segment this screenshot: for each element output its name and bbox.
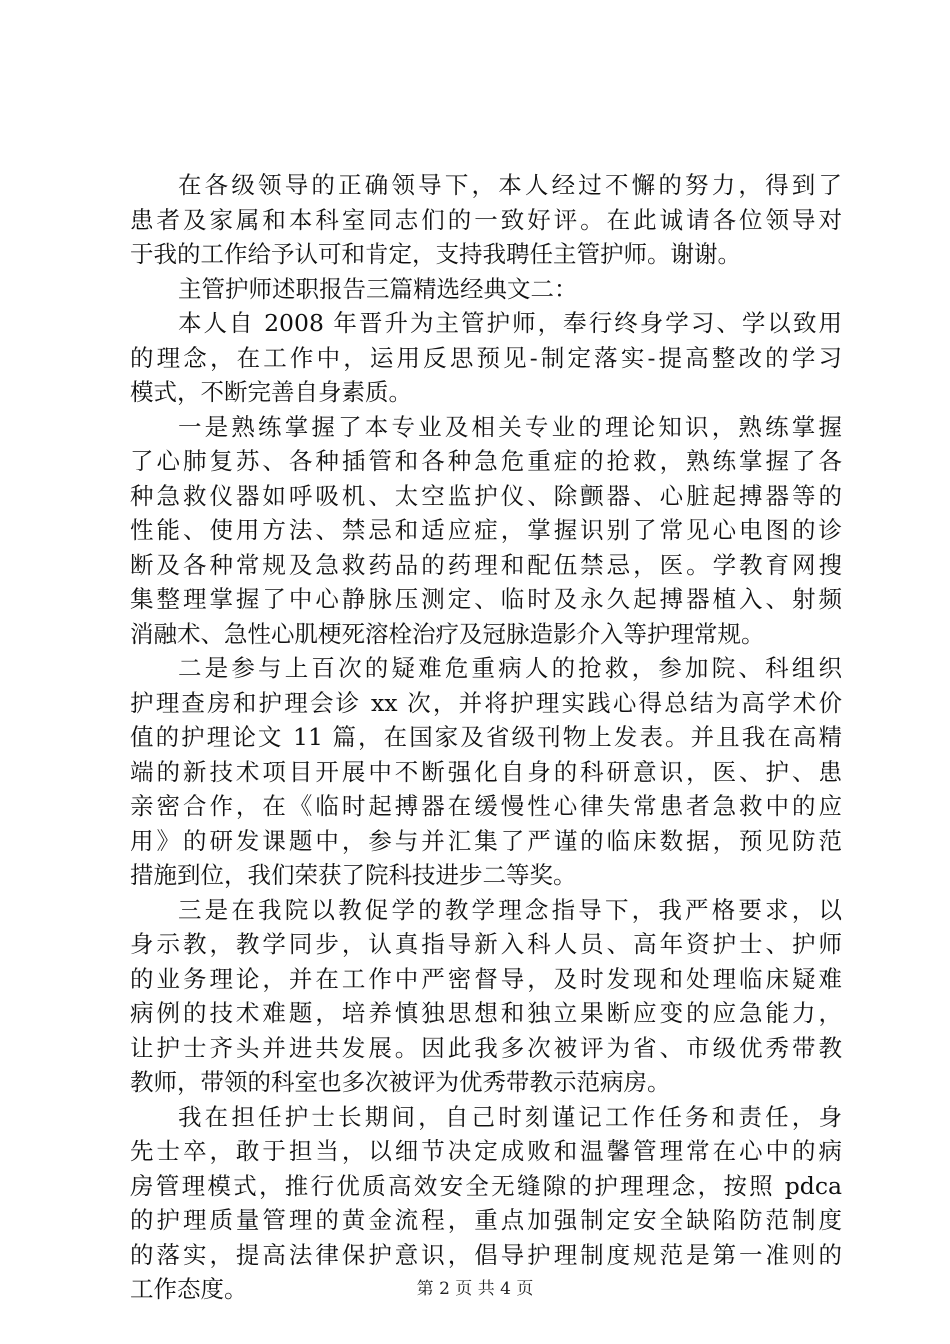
text-line: 的落实，提高法律保护意识，倡导护理制度规范是第一准则的 (130, 1240, 842, 1269)
text-line: 模式，不断完善自身素质。 (130, 378, 412, 406)
text-line: 教师，带领的科室也多次被评为优秀带教示范病房。 (130, 1068, 671, 1096)
text-line: 在各级领导的正确领导下，本人经过不懈的努力，得到了 (178, 171, 842, 199)
text-line: 房管理模式，推行优质高效安全无缝隙的护理理念，按照 pdca (130, 1171, 842, 1200)
text-line: 于我的工作给予认可和肯定，支持我聘任主管护师。谢谢。 (130, 240, 741, 268)
text-line: 值的护理论文 11 篇，在国家及省级刊物上发表。并且我在高精 (130, 723, 842, 751)
text-line: 我在担任护士长期间，自己时刻谨记工作任务和责任，身 (178, 1102, 842, 1131)
text-line: 身示教，教学同步，认真指导新入科人员、高年资护士、护师 (130, 930, 842, 958)
text-line: 断及各种常规及急救药品的药理和配伍禁忌，医。学教育网搜 (130, 550, 842, 579)
text-line: 一是熟练掌握了本专业及相关专业的理论知识，熟练掌握 (178, 412, 842, 441)
text-line: 的理念，在工作中，运用反思预见-制定落实-提高整改的学习 (130, 343, 842, 372)
text-line: 集整理掌握了中心静脉压测定、临时及永久起搏器植入、射频 (130, 585, 842, 613)
text-line: 病例的技术难题，培养慎独思想和独立果断应变的应急能力， (130, 999, 842, 1027)
text-line: 先士卒，敢于担当，以细节决定成败和温馨管理常在心中的病 (130, 1137, 842, 1165)
text-line: 了心肺复苏、各种插管和各种急危重症的抢救，熟练掌握了各 (130, 447, 842, 475)
text-line: 三是在我院以教促学的教学理念指导下，我严格要求，以 (178, 895, 842, 924)
text-line: 用》的研发课题中，参与并汇集了严谨的临床数据，预见防范 (130, 826, 842, 855)
text-line: 主管护师述职报告三篇精选经典文二： (178, 274, 578, 303)
text-line: 消融术、急性心肌梗死溶栓治疗及冠脉造影介入等护理常规。 (130, 619, 765, 648)
text-line: 工作态度。 (130, 1275, 248, 1303)
text-line: 的护理质量管理的黄金流程，重点加强制定安全缺陷防范制度 (130, 1206, 842, 1234)
document-body (130, 168, 842, 1307)
text-line: 亲密合作，在《临时起搏器在缓慢性心律失常患者急救中的应 (130, 792, 842, 820)
text-line: 种急救仪器如呼吸机、太空监护仪、除颤器、心脏起搏器等的 (130, 481, 842, 510)
text-line: 让护士齐头并进共发展。因此我多次被评为省、市级优秀带教 (130, 1033, 842, 1062)
text-line: 的业务理论，并在工作中严密督导，及时发现和处理临床疑难 (130, 964, 842, 993)
text-line: 措施到位，我们荣获了院科技进步二等奖。 (130, 861, 577, 889)
text-line: 护理查房和护理会诊 xx 次，并将护理实践心得总结为高学术价 (130, 688, 842, 717)
text-line: 端的新技术项目开展中不断强化自身的科研意识，医、护、患 (130, 757, 842, 786)
page-footer: 第 2 页 共 4 页 (416, 1279, 534, 1299)
text-line: 本人自 2008 年晋升为主管护师，奉行终身学习、学以致用 (178, 309, 842, 337)
text-line: 二是参与上百次的疑难危重病人的抢救，参加院、科组织 (178, 654, 842, 682)
text-line: 患者及家属和本科室同志们的一致好评。在此诚请各位领导对 (130, 205, 842, 234)
text-line: 性能、使用方法、禁忌和适应症，掌握识别了常见心电图的诊 (130, 516, 842, 544)
